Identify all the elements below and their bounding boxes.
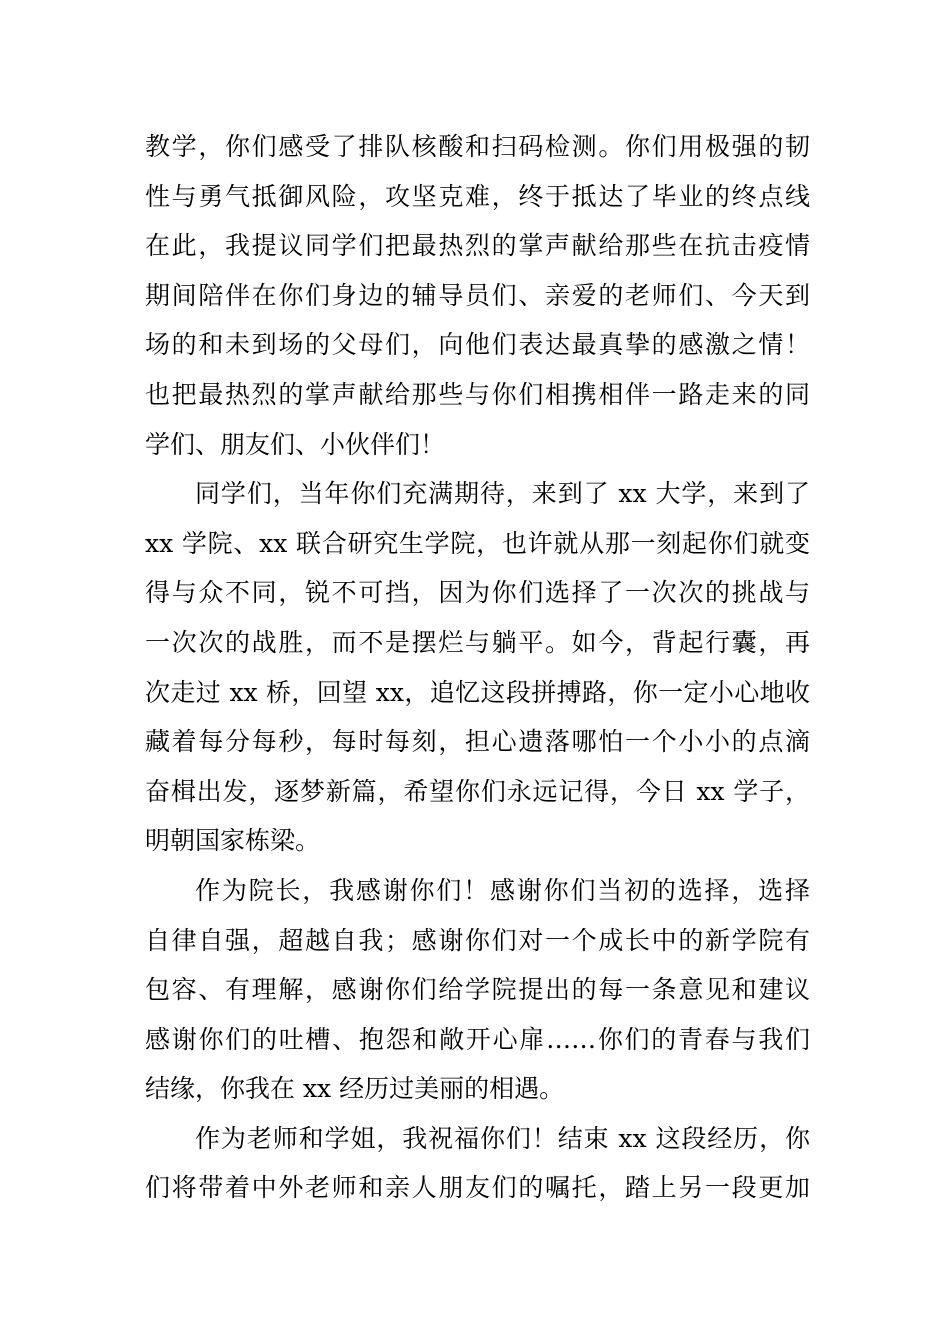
text-line: 结缘，你我在 xx 经历过美丽的相遇。	[145, 1074, 565, 1104]
text-line: 次走过 xx 桥，回望 xx，追忆这段拼搏路，你一定小心地收	[145, 677, 810, 707]
text-line: 在此，我提议同学们把最热烈的掌声献给那些在抗击疫情	[145, 231, 810, 261]
text-line: 也把最热烈的掌声献给那些与你们相携相伴一路走来的同	[145, 379, 810, 409]
text-line: 奋楫出发，逐梦新篇，希望你们永远记得，今日 xx 学子，	[145, 776, 810, 806]
text-line: 一次次的战胜，而不是摆烂与躺平。如今，背起行囊，再	[145, 627, 810, 657]
text-line: 得与众不同，锐不可挡，因为你们选择了一次次的挑战与	[145, 578, 810, 608]
text-line: 作为院长，我感谢你们！感谢你们当初的选择，选择	[195, 875, 810, 905]
text-line: 场的和未到场的父母们，向他们表达最真挚的感激之情！	[145, 330, 810, 360]
text-line: xx 学院、xx 联合研究生学院，也许就从那一刻起你们就变	[145, 528, 810, 558]
text-line: 教学，你们感受了排队核酸和扫码检测。你们用极强的韧	[145, 132, 810, 161]
text-line: 期间陪伴在你们身边的辅导员们、亲爱的老师们、今天到	[145, 280, 810, 310]
text-line: 藏着每分每秒，每时每刻，担心遗落哪怕一个小小的点滴	[145, 727, 810, 757]
text-line: 包容、有理解，感谢你们给学院提出的每一条意见和建议	[145, 975, 810, 1005]
text-line: 们将带着中外老师和亲人朋友们的嘱托，踏上另一段更加	[145, 1173, 810, 1203]
body-text	[145, 122, 810, 1213]
text-line: 性与勇气抵御风险，攻坚克难，终于抵达了毕业的终点线	[145, 181, 810, 211]
text-line: 同学们，当年你们充满期待，来到了 xx 大学，来到了	[195, 479, 810, 509]
text-line: 明朝国家栋梁。	[145, 826, 321, 856]
text-line: 作为老师和学姐，我祝福你们！结束 xx 这段经历，你	[195, 1123, 810, 1153]
text-line: 学们、朋友们、小伙伴们！	[145, 429, 446, 459]
text-line: 感谢你们的吐槽、抱怨和敞开心扉……你们的青春与我们	[145, 1024, 810, 1054]
text-line: 自律自强，超越自我；感谢你们对一个成长中的新学院有	[145, 925, 810, 955]
